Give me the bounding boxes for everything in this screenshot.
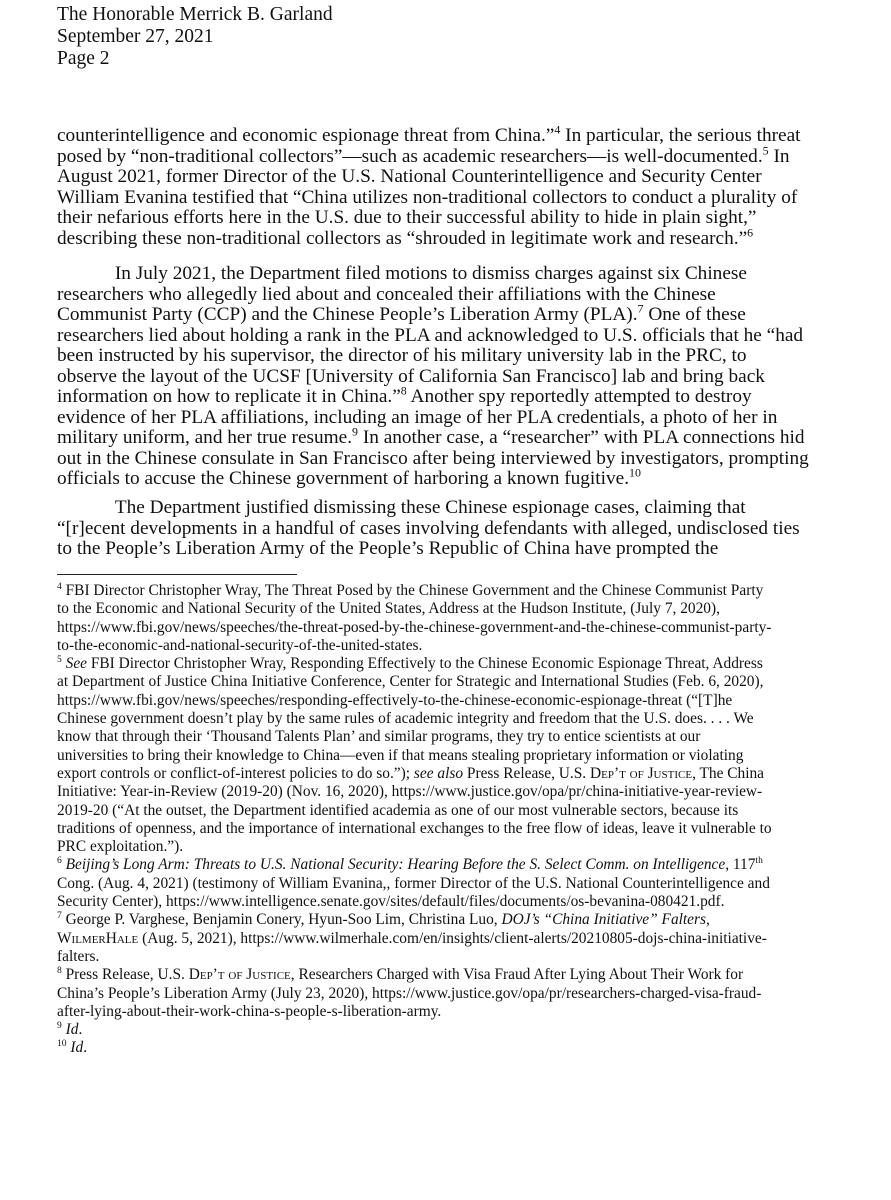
text-line xyxy=(57,948,772,966)
footnotes xyxy=(57,582,772,1058)
text-line xyxy=(57,802,772,820)
text-segment: researchers who allegedly lied about and concealed their affiliations with the Chinese xyxy=(57,283,716,305)
text-segment: to-the-economic-and-national-security-of-the-united-states. xyxy=(57,636,423,654)
text-segment: to the People’s Liberation Army of the People’s Republic of China have prompted the xyxy=(57,538,719,559)
text-line xyxy=(57,208,801,229)
text-segment: Chinese government doesn’t play by the same rules of academic integrity and freedom that the U.S. does. . . . We xyxy=(57,710,754,728)
text-segment: evidence of her PLA affiliations, including an image of her PLA credentials, a photo of her in xyxy=(57,406,778,428)
text-segment: Page 2 xyxy=(57,47,110,69)
text-segment: counterintelligence and economic espionage threat from China.” xyxy=(57,125,555,146)
footnote-marker: 10 xyxy=(57,1038,67,1050)
text-segment: August 2021, former Director of the U.S. National Counterintelligence and Security Center xyxy=(57,166,762,187)
text-segment: FBI Director Christopher Wray, The Threat Posed by the Chinese Government and the Chinese Communist Party xyxy=(61,582,764,599)
text-line xyxy=(57,820,772,838)
text-segment: military uniform, and her true resume. xyxy=(57,427,353,448)
text-segment: William Evanina testified that “China utilizes non-traditional collectors to conduct a plurality of xyxy=(57,186,798,208)
text-line xyxy=(57,966,772,984)
text-line xyxy=(57,1021,772,1039)
text-segment: In xyxy=(768,145,790,167)
text-line xyxy=(57,383,809,408)
footnote-marker: 4 xyxy=(554,122,561,137)
footnote-marker: 9 xyxy=(352,424,359,439)
text-segment: , 117 xyxy=(725,856,756,874)
text-line xyxy=(57,122,801,147)
text-segment: Another spy reportedly attempted to destroy xyxy=(406,386,752,407)
text-segment: DOJ’s “China Initiative” Falters xyxy=(501,911,706,929)
text-segment: https://www.fbi.gov/news/speeches/the-threat-posed-by-the-chinese-government-and-the-chinese-communist-party- xyxy=(57,618,772,636)
text-line xyxy=(57,539,800,560)
text-line xyxy=(57,673,772,691)
text-segment: WilmerHale xyxy=(57,929,139,947)
text-line xyxy=(57,747,772,765)
text-line xyxy=(57,498,800,519)
text-line xyxy=(57,582,772,600)
text-segment: “[r]ecent developments in a handful of cases involving defendants with alleged, undisclosed ties xyxy=(57,517,800,539)
text-segment: In another case, a “researcher” with PLA connections hid xyxy=(358,427,805,448)
text-line xyxy=(57,600,772,618)
text-segment: posed by “non-traditional collectors”—such as academic researchers—is well-documented. xyxy=(57,145,763,167)
text-segment: information on how to replicate it in China.” xyxy=(57,386,401,407)
text-segment: Dep’t of Justice xyxy=(590,764,693,782)
footnote-marker: 8 xyxy=(57,965,62,977)
text-segment: Id xyxy=(65,1021,79,1039)
text-segment: out in the Chinese consulate in San Francisco after being interviewed by investigators, prompting xyxy=(57,447,809,469)
text-line xyxy=(57,225,801,250)
text-segment: FBI Director Christopher Wray, Responding Effectively to the Chinese Economic Espionage Threat, Address xyxy=(86,655,763,673)
text-segment: , The China xyxy=(692,764,765,782)
text-segment: The Honorable Merrick B. Garland xyxy=(57,4,333,25)
text-segment: See xyxy=(65,655,87,673)
text-line xyxy=(57,346,809,367)
letter-header xyxy=(57,4,333,69)
text-segment: researchers lied about holding a rank in the PLA and acknowledged to U.S. officials that he “had xyxy=(57,324,804,346)
footnote-marker: 4 xyxy=(57,580,62,592)
text-segment: . xyxy=(83,1039,88,1057)
text-segment: Cong. (Aug. 4, 2021) (testimony of William Evanina,, former Director of the U.S. National Counterintelligence and xyxy=(57,874,770,892)
footnote-marker: 7 xyxy=(637,301,644,316)
text-line xyxy=(57,765,772,783)
text-line xyxy=(57,424,809,449)
text-segment: observe the layout of the UCSF [University of California San Francisco] lab and bring back xyxy=(57,365,765,387)
text-segment: . xyxy=(78,1021,83,1039)
text-line xyxy=(57,408,809,429)
text-line xyxy=(57,783,772,801)
body-paragraph-2 xyxy=(57,264,809,490)
text-line xyxy=(57,143,801,168)
text-line xyxy=(57,875,772,893)
text-segment: their nefarious efforts here in the U.S. due to their successful ability to hide in plain sight,” xyxy=(57,207,757,228)
text-line xyxy=(57,285,809,306)
text-segment: falters. xyxy=(57,947,100,965)
text-segment: traditions of openness, and the importance of international exchanges to the free flow of ideas, leave it vulnerable to xyxy=(57,819,772,837)
text-segment: One of these xyxy=(643,304,746,325)
text-line xyxy=(57,26,333,48)
text-segment: September 27, 2021 xyxy=(57,25,214,47)
footnote-marker: 7 xyxy=(57,910,62,922)
text-segment: 2019-20 (“At the outset, the Department identified academia as one of our most vulnerable sectors, because its xyxy=(57,801,739,819)
text-segment: at Department of Justice China Initiative Conference, Center for Strategic and International Studies (Feb. 6, 2020), xyxy=(57,673,764,691)
text-segment: Security Center), https://www.intelligence.senate.gov/sites/default/files/documents/os-bevanina-080421.pdf. xyxy=(57,893,725,911)
body-paragraph-3 xyxy=(57,498,800,560)
footnote-divider xyxy=(57,574,297,575)
text-segment: In July 2021, the Department filed motions to dismiss charges against six Chinese xyxy=(57,263,747,284)
text-line xyxy=(57,655,772,673)
text-segment: George P. Varghese, Benjamin Conery, Hyun-Soo Lim, Christina Luo, xyxy=(61,911,502,929)
text-segment: know that through their ‘Thousand Talents Plan’ and similar programs, they try to entice scientists at our xyxy=(57,728,701,746)
text-line xyxy=(57,838,772,856)
text-line xyxy=(57,710,772,728)
footnote-marker: 6 xyxy=(747,225,754,240)
footnote-marker: th xyxy=(755,855,763,867)
text-segment: Initiative: Year-in-Review (2019-20) (Nov. 16, 2020), https://www.justice.gov/opa/pr/china-initiative-year-review- xyxy=(57,783,763,801)
text-line xyxy=(57,188,801,209)
text-segment: (Aug. 5, 2021), https://www.wilmerhale.com/en/insights/client-alerts/20210805-dojs-china-initiative- xyxy=(138,929,767,947)
text-line xyxy=(57,856,772,874)
text-line xyxy=(57,728,772,746)
text-line xyxy=(57,48,333,70)
text-line xyxy=(57,1003,772,1021)
text-segment: to the Economic and National Security of the United States, Address at the Hudson Institute, (July 7, 2020), xyxy=(57,600,720,618)
text-line xyxy=(57,985,772,1003)
text-segment: , Researchers Charged with Visa Fraud After Lying About Their Work for xyxy=(290,966,744,984)
footnote-marker: 5 xyxy=(57,654,62,666)
text-segment: Id xyxy=(70,1039,84,1057)
text-line xyxy=(57,367,809,388)
text-line xyxy=(57,264,809,285)
text-line xyxy=(57,1039,772,1057)
text-segment: describing these non-traditional collectors as “shrouded in legitimate work and research.” xyxy=(57,227,748,249)
text-segment: export controls or conflict-of-interest policies to do so.”); xyxy=(57,764,414,782)
text-line xyxy=(57,465,809,490)
text-segment: PRC exploitation.”). xyxy=(57,838,184,856)
text-segment: Beijing’s Long Arm: Threats to U.S. National Security: Hearing Before the S. Select Comm. on Intelligence xyxy=(65,856,726,874)
footnote-marker: 5 xyxy=(762,143,769,158)
text-line xyxy=(57,911,772,929)
footnote-marker: 6 xyxy=(57,855,62,867)
text-segment: officials to accuse the Chinese government of harboring a known fugitive. xyxy=(57,468,630,489)
text-segment: , xyxy=(706,911,710,929)
text-segment: been instructed by his supervisor, the director of his military university lab in the PRC, to xyxy=(57,345,747,366)
text-line xyxy=(57,301,809,326)
text-segment: The Department justified dismissing these Chinese espionage cases, claiming that xyxy=(57,497,746,518)
text-line xyxy=(57,326,809,347)
footnote-marker: 9 xyxy=(57,1020,62,1031)
text-segment: see also xyxy=(413,764,464,782)
text-line xyxy=(57,519,800,540)
text-segment: Communist Party (CCP) and the Chinese People’s Liberation Army (PLA). xyxy=(57,304,638,325)
text-segment: Press Release, U.S. xyxy=(61,966,189,984)
text-line xyxy=(57,449,809,470)
body-paragraph-1 xyxy=(57,122,801,249)
text-segment: Press Release, U.S. xyxy=(463,764,591,782)
text-line xyxy=(57,637,772,655)
text-line xyxy=(57,4,333,26)
text-segment: after-lying-about-their-work-china-s-people-s-liberation-army. xyxy=(57,1002,442,1020)
footnote-marker: 10 xyxy=(629,465,641,480)
text-line xyxy=(57,167,801,188)
text-line xyxy=(57,619,772,637)
text-line xyxy=(57,893,772,911)
text-segment: In particular, the serious threat xyxy=(560,125,801,146)
text-segment: China’s People’s Liberation Army (July 23, 2020), https://www.justice.gov/opa/pr/researchers-charged-visa-fraud- xyxy=(57,984,762,1002)
text-line xyxy=(57,930,772,948)
text-segment: https://www.fbi.gov/news/speeches/responding-effectively-to-the-chinese-economic-espionage-threat (“[T]he xyxy=(57,691,733,709)
text-segment: universities to bring their knowledge to China—even if that means stealing proprietary information or violating xyxy=(57,746,744,764)
text-line xyxy=(57,692,772,710)
text-segment: Dep’t of Justice xyxy=(188,966,291,984)
footnote-marker: 8 xyxy=(400,383,407,398)
